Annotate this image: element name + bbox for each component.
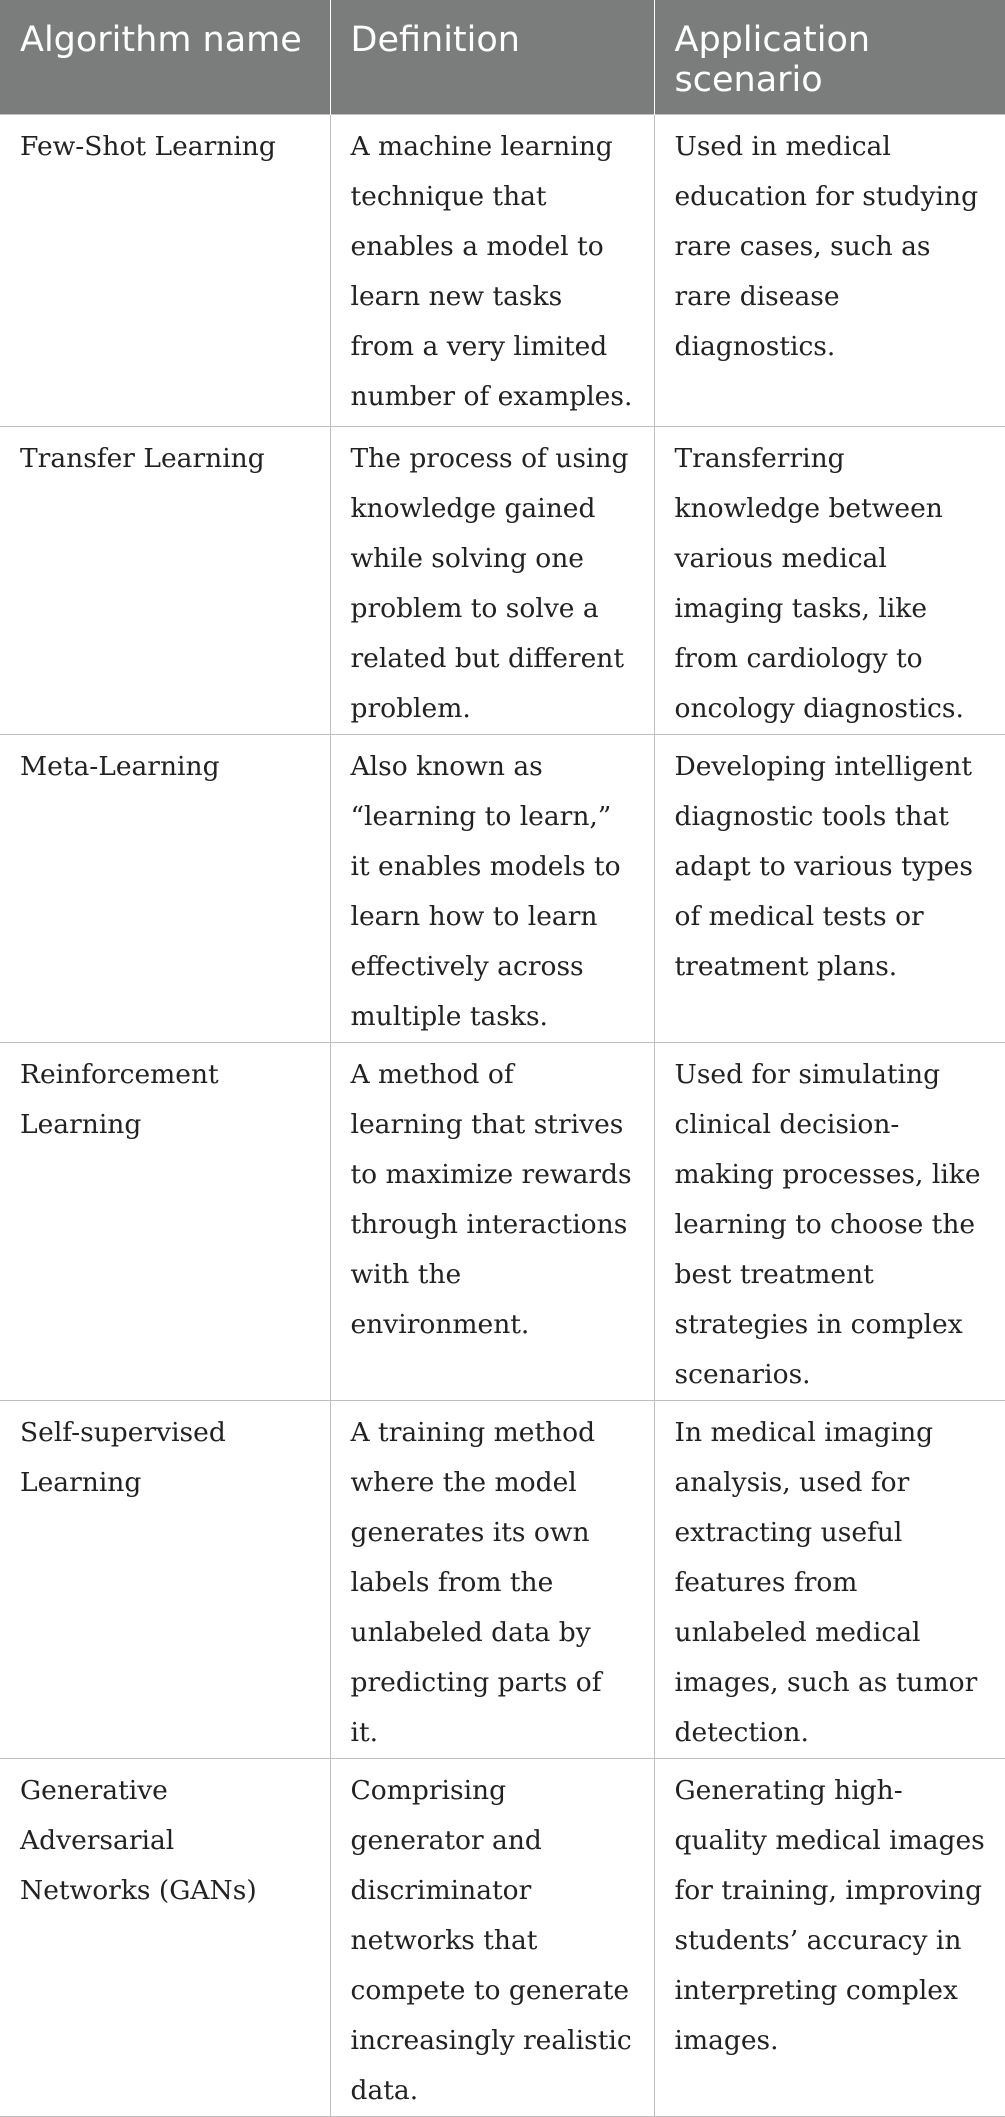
cell-application-scenario: Transferring knowledge between various medical imaging tasks, like from cardiology to oncology diagnostics. [654,426,1005,734]
cell-algorithm-name: Transfer Learning [0,426,330,734]
cell-definition: The process of using knowledge gained while solving one problem to solve a related but different problem. [330,426,654,734]
table-row [0,426,1005,734]
cell-definition: A method of learning that strives to maximize rewards through interactions with the environment. [330,1042,654,1400]
cell-definition: A training method where the model generates its own labels from the unlabeled data by predicting parts of it. [330,1400,654,1758]
header-definition: Definition [330,0,654,114]
table-row [0,734,1005,1042]
cell-application-scenario: Used for simulating clinical decision-making processes, like learning to choose the best treatment strategies in complex scenarios. [654,1042,1005,1400]
cell-application-scenario: Generating high-quality medical images for training, improving students’ accuracy in interpreting complex images. [654,1758,1005,2116]
cell-algorithm-name: Few-Shot Learning [0,114,330,426]
cell-application-scenario: Developing intelligent diagnostic tools that adapt to various types of medical tests or treatment plans. [654,734,1005,1042]
cell-definition: A machine learning technique that enables a model to learn new tasks from a very limited number of examples. [330,114,654,426]
cell-algorithm-name: Self-supervised Learning [0,1400,330,1758]
table-row [0,114,1005,426]
table-header [0,0,1005,114]
header-row [0,0,1005,114]
table-row [0,1042,1005,1400]
header-algorithm-name: Algorithm name [0,0,330,114]
cell-application-scenario: Used in medical education for studying rare cases, such as rare disease diagnostics. [654,114,1005,426]
table-row [0,1400,1005,1758]
cell-algorithm-name: Generative Adversarial Networks (GANs) [0,1758,330,2116]
cell-definition: Comprising generator and discriminator networks that compete to generate increasingly realistic data. [330,1758,654,2116]
cell-algorithm-name: Meta-Learning [0,734,330,1042]
table-body [0,114,1005,2116]
header-application-scenario: Application scenario [654,0,1005,114]
cell-definition: Also known as “learning to learn,” it enables models to learn how to learn effectively across multiple tasks. [330,734,654,1042]
cell-algorithm-name: Reinforcement Learning [0,1042,330,1400]
cell-application-scenario: In medical imaging analysis, used for extracting useful features from unlabeled medical images, such as tumor detection. [654,1400,1005,1758]
table-row [0,1758,1005,2116]
